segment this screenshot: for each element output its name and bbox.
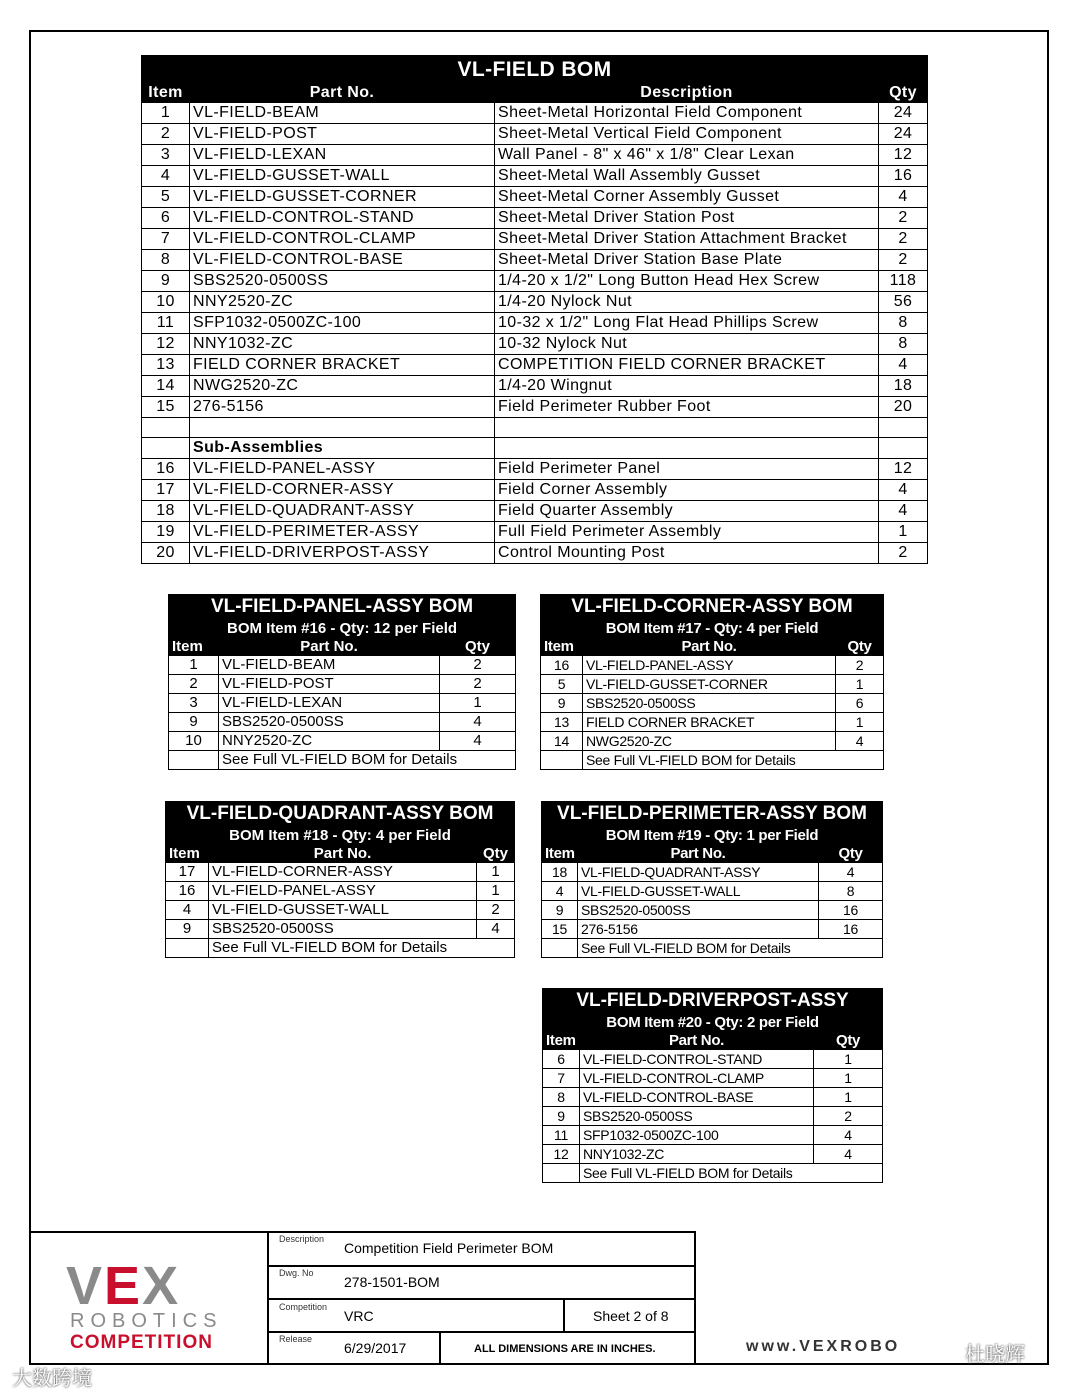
part-description: 1/4-20 x 1/2" Long Button Head Hex Screw bbox=[495, 271, 879, 292]
part-qty: 1 bbox=[477, 863, 515, 882]
description-value: Competition Field Perimeter BOM bbox=[344, 1240, 554, 1256]
part-description: Field Perimeter Rubber Foot bbox=[495, 397, 879, 418]
item-number: 1 bbox=[169, 656, 219, 675]
part-qty: 18 bbox=[879, 376, 928, 397]
item-number: 1 bbox=[142, 103, 190, 124]
part-qty: 1 bbox=[836, 675, 884, 694]
part-number: SBS2520-0500SS bbox=[190, 271, 495, 292]
table-row bbox=[142, 145, 928, 166]
table-row bbox=[542, 901, 883, 920]
part-number: FIELD CORNER BRACKET bbox=[583, 713, 836, 732]
part-qty: 2 bbox=[879, 543, 928, 564]
part-number: VL-FIELD-POST bbox=[190, 124, 495, 145]
vex-wordmark: VEX bbox=[66, 1256, 181, 1316]
bom-footer-note: See Full VL-FIELD BOM for Details bbox=[219, 751, 516, 770]
part-qty: 2 bbox=[879, 250, 928, 271]
part-qty: 2 bbox=[440, 675, 516, 694]
release-date: 6/29/2017 bbox=[344, 1340, 407, 1356]
table-row bbox=[142, 397, 928, 418]
col-header-item: Item bbox=[142, 83, 190, 103]
bom-subtitle: BOM Item #16 - Qty: 12 per Field bbox=[169, 619, 516, 638]
part-description: Sheet-Metal Horizontal Field Component bbox=[495, 103, 879, 124]
part-number: VL-FIELD-LEXAN bbox=[219, 694, 440, 713]
watermark-right: 杜晓辉 bbox=[965, 1344, 1025, 1366]
col-header-item: Item bbox=[166, 845, 209, 863]
part-number: SBS2520-0500SS bbox=[583, 694, 836, 713]
bom-subtitle: BOM Item #18 - Qty: 4 per Field bbox=[166, 826, 515, 845]
col-header-description: Description bbox=[495, 83, 879, 103]
part-number: VL-FIELD-GUSSET-WALL bbox=[209, 901, 477, 920]
part-number: VL-FIELD-CONTROL-CLAMP bbox=[190, 229, 495, 250]
part-qty: 16 bbox=[819, 920, 883, 939]
table-row bbox=[166, 882, 515, 901]
quadrant-assy-bom-table bbox=[165, 801, 515, 958]
table-row bbox=[541, 732, 884, 751]
part-description: 1/4-20 Nylock Nut bbox=[495, 292, 879, 313]
subassemblies-label: Sub-Assemblies bbox=[190, 438, 495, 459]
part-qty: 1 bbox=[814, 1069, 883, 1088]
part-number: NNY2520-ZC bbox=[219, 732, 440, 751]
part-number: VL-FIELD-CONTROL-CLAMP bbox=[580, 1069, 814, 1088]
part-number: VL-FIELD-CONTROL-BASE bbox=[580, 1088, 814, 1107]
part-qty: 2 bbox=[440, 656, 516, 675]
part-qty: 8 bbox=[819, 882, 883, 901]
part-number: VL-FIELD-BEAM bbox=[219, 656, 440, 675]
part-description: Full Field Perimeter Assembly bbox=[495, 522, 879, 543]
table-row bbox=[169, 732, 516, 751]
part-number: VL-FIELD-CORNER-ASSY bbox=[209, 863, 477, 882]
part-description: Sheet-Metal Wall Assembly Gusset bbox=[495, 166, 879, 187]
part-qty: 118 bbox=[879, 271, 928, 292]
part-number: VL-FIELD-CONTROL-BASE bbox=[190, 250, 495, 271]
bom-subtitle: BOM Item #17 - Qty: 4 per Field bbox=[541, 619, 884, 638]
part-qty: 1 bbox=[836, 713, 884, 732]
col-header-part: Part No. bbox=[583, 638, 836, 656]
table-row bbox=[142, 313, 928, 334]
dwg-no-label: Dwg. No bbox=[279, 1268, 314, 1278]
table-row bbox=[142, 124, 928, 145]
table-row bbox=[142, 208, 928, 229]
main-bom-table bbox=[141, 55, 928, 564]
part-number: SFP1032-0500ZC-100 bbox=[190, 313, 495, 334]
part-number: SBS2520-0500SS bbox=[580, 1107, 814, 1126]
part-qty: 1 bbox=[814, 1088, 883, 1107]
item-number: 2 bbox=[142, 124, 190, 145]
item-number: 3 bbox=[169, 694, 219, 713]
title-block-cell-line bbox=[563, 1298, 565, 1331]
part-qty: 2 bbox=[879, 208, 928, 229]
part-description: Wall Panel - 8" x 46" x 1/8" Clear Lexan bbox=[495, 145, 879, 166]
col-header-qty: Qty bbox=[440, 638, 516, 656]
bom-title: VL-FIELD-PANEL-ASSY BOM bbox=[169, 595, 516, 620]
part-number: 276-5156 bbox=[190, 397, 495, 418]
item-number: 18 bbox=[542, 863, 578, 882]
part-number: NWG2520-ZC bbox=[190, 376, 495, 397]
part-number: SBS2520-0500SS bbox=[219, 713, 440, 732]
part-qty: 4 bbox=[879, 187, 928, 208]
part-qty: 8 bbox=[879, 334, 928, 355]
main-bom-title: VL-FIELD BOM bbox=[142, 56, 928, 84]
title-block-row-line bbox=[267, 1298, 695, 1300]
col-header-part: Part No. bbox=[219, 638, 440, 656]
item-number: 8 bbox=[142, 250, 190, 271]
item-number: 11 bbox=[142, 313, 190, 334]
table-row bbox=[541, 713, 884, 732]
item-number: 6 bbox=[543, 1050, 580, 1069]
item-number: 19 bbox=[142, 522, 190, 543]
part-qty: 4 bbox=[836, 732, 884, 751]
item-number: 9 bbox=[166, 920, 209, 939]
part-number: VL-FIELD-DRIVERPOST-ASSY bbox=[190, 543, 495, 564]
col-header-item: Item bbox=[543, 1032, 580, 1050]
item-number: 15 bbox=[542, 920, 578, 939]
title-block-top-border bbox=[29, 1231, 695, 1233]
dimensions-note: ALL DIMENSIONS ARE IN INCHES. bbox=[474, 1343, 656, 1355]
table-row bbox=[169, 675, 516, 694]
table-row bbox=[542, 863, 883, 882]
col-header-qty: Qty bbox=[477, 845, 515, 863]
col-header-part: Part No. bbox=[580, 1032, 814, 1050]
col-header-part: Part No. bbox=[190, 83, 495, 103]
part-qty: 2 bbox=[879, 229, 928, 250]
item-number: 10 bbox=[142, 292, 190, 313]
bom-title: VL-FIELD-CORNER-ASSY BOM bbox=[541, 595, 884, 620]
title-block-row-line bbox=[267, 1331, 695, 1333]
table-row bbox=[166, 920, 515, 939]
part-description: Field Perimeter Panel bbox=[495, 459, 879, 480]
description-label: Description bbox=[279, 1234, 325, 1244]
col-header-qty: Qty bbox=[814, 1032, 883, 1050]
item-number: 17 bbox=[142, 480, 190, 501]
vex-robotics-competition-logo bbox=[66, 1256, 241, 1354]
part-number: VL-FIELD-POST bbox=[219, 675, 440, 694]
title-block-row-line bbox=[267, 1265, 695, 1267]
table-row bbox=[142, 166, 928, 187]
part-number: NNY2520-ZC bbox=[190, 292, 495, 313]
table-row bbox=[142, 292, 928, 313]
bom-subtitle: BOM Item #19 - Qty: 1 per Field bbox=[542, 826, 883, 845]
part-qty: 2 bbox=[814, 1107, 883, 1126]
part-qty: 4 bbox=[814, 1126, 883, 1145]
table-row bbox=[142, 501, 928, 522]
watermark-left: 大数跨境 bbox=[12, 1368, 92, 1390]
col-header-item: Item bbox=[542, 845, 578, 863]
table-row bbox=[542, 882, 883, 901]
item-number: 5 bbox=[142, 187, 190, 208]
part-number: VL-FIELD-GUSSET-CORNER bbox=[190, 187, 495, 208]
part-description: 10-32 x 1/2" Long Flat Head Phillips Screw bbox=[495, 313, 879, 334]
title-block-cell-line bbox=[439, 1331, 441, 1365]
website-url: www.VEXROBO bbox=[746, 1338, 901, 1355]
table-row bbox=[166, 863, 515, 882]
part-description: 1/4-20 Wingnut bbox=[495, 376, 879, 397]
part-qty: 4 bbox=[814, 1145, 883, 1164]
table-row bbox=[142, 271, 928, 292]
item-number: 7 bbox=[543, 1069, 580, 1088]
perimeter-assy-bom-table bbox=[541, 801, 883, 958]
part-number: SBS2520-0500SS bbox=[578, 901, 819, 920]
col-header-part: Part No. bbox=[209, 845, 477, 863]
part-number: VL-FIELD-CONTROL-STAND bbox=[190, 208, 495, 229]
part-number: VL-FIELD-GUSSET-WALL bbox=[578, 882, 819, 901]
col-header-item: Item bbox=[169, 638, 219, 656]
part-number: NWG2520-ZC bbox=[583, 732, 836, 751]
part-number: FIELD CORNER BRACKET bbox=[190, 355, 495, 376]
item-number: 8 bbox=[543, 1088, 580, 1107]
bom-footer-note: See Full VL-FIELD BOM for Details bbox=[580, 1164, 883, 1183]
item-number: 14 bbox=[142, 376, 190, 397]
driverpost-assy-bom-table bbox=[542, 988, 883, 1183]
part-qty: 4 bbox=[819, 863, 883, 882]
part-number: NNY1032-ZC bbox=[580, 1145, 814, 1164]
table-row bbox=[542, 920, 883, 939]
part-description: Sheet-Metal Vertical Field Component bbox=[495, 124, 879, 145]
part-qty: 1 bbox=[814, 1050, 883, 1069]
bom-footer-note: See Full VL-FIELD BOM for Details bbox=[578, 939, 883, 958]
part-qty: 4 bbox=[879, 480, 928, 501]
table-row bbox=[142, 543, 928, 564]
part-number: VL-FIELD-BEAM bbox=[190, 103, 495, 124]
part-number: VL-FIELD-PERIMETER-ASSY bbox=[190, 522, 495, 543]
item-number: 14 bbox=[541, 732, 583, 751]
part-description: Sheet-Metal Corner Assembly Gusset bbox=[495, 187, 879, 208]
item-number: 5 bbox=[541, 675, 583, 694]
table-row bbox=[142, 103, 928, 124]
part-number: NNY1032-ZC bbox=[190, 334, 495, 355]
part-qty: 4 bbox=[879, 355, 928, 376]
table-row bbox=[543, 1145, 883, 1164]
part-description: Field Corner Assembly bbox=[495, 480, 879, 501]
part-qty: 2 bbox=[477, 901, 515, 920]
release-label: Release bbox=[279, 1334, 313, 1344]
table-row bbox=[166, 901, 515, 920]
part-qty: 4 bbox=[440, 713, 516, 732]
table-row bbox=[541, 694, 884, 713]
part-number: 276-5156 bbox=[578, 920, 819, 939]
item-number: 13 bbox=[541, 713, 583, 732]
table-row bbox=[169, 694, 516, 713]
col-header-qty: Qty bbox=[819, 845, 883, 863]
robotics-text: ROBOTICS bbox=[70, 1310, 223, 1332]
col-header-item: Item bbox=[541, 638, 583, 656]
table-row bbox=[142, 187, 928, 208]
part-qty: 56 bbox=[879, 292, 928, 313]
part-qty: 12 bbox=[879, 145, 928, 166]
part-number: VL-FIELD-GUSSET-WALL bbox=[190, 166, 495, 187]
part-qty: 4 bbox=[477, 920, 515, 939]
bom-subtitle: BOM Item #20 - Qty: 2 per Field bbox=[543, 1013, 883, 1032]
table-row bbox=[543, 1107, 883, 1126]
table-row bbox=[142, 229, 928, 250]
item-number: 9 bbox=[169, 713, 219, 732]
bom-footer-note: See Full VL-FIELD BOM for Details bbox=[209, 939, 515, 958]
part-description: COMPETITION FIELD CORNER BRACKET bbox=[495, 355, 879, 376]
bom-title: VL-FIELD-PERIMETER-ASSY BOM bbox=[542, 802, 883, 827]
item-number: 6 bbox=[142, 208, 190, 229]
item-number: 7 bbox=[142, 229, 190, 250]
part-number: SBS2520-0500SS bbox=[209, 920, 477, 939]
item-number: 4 bbox=[542, 882, 578, 901]
competition-value: VRC bbox=[344, 1308, 374, 1324]
corner-assy-bom-table bbox=[540, 594, 884, 770]
part-description: Sheet-Metal Driver Station Attachment Bracket bbox=[495, 229, 879, 250]
item-number: 2 bbox=[169, 675, 219, 694]
part-number: VL-FIELD-CORNER-ASSY bbox=[190, 480, 495, 501]
bom-title: VL-FIELD-QUADRANT-ASSY BOM bbox=[166, 802, 515, 827]
table-row bbox=[142, 459, 928, 480]
part-description: 10-32 Nylock Nut bbox=[495, 334, 879, 355]
table-row bbox=[142, 522, 928, 543]
item-number: 13 bbox=[142, 355, 190, 376]
part-qty: 20 bbox=[879, 397, 928, 418]
part-number: VL-FIELD-PANEL-ASSY bbox=[190, 459, 495, 480]
table-row bbox=[543, 1069, 883, 1088]
part-qty: 24 bbox=[879, 103, 928, 124]
col-header-qty: Qty bbox=[836, 638, 884, 656]
part-number: VL-FIELD-PANEL-ASSY bbox=[583, 656, 836, 675]
table-row bbox=[543, 1088, 883, 1107]
item-number: 16 bbox=[166, 882, 209, 901]
part-qty: 8 bbox=[879, 313, 928, 334]
item-number: 12 bbox=[142, 334, 190, 355]
table-row bbox=[169, 656, 516, 675]
part-number: VL-FIELD-QUADRANT-ASSY bbox=[578, 863, 819, 882]
part-qty: 16 bbox=[879, 166, 928, 187]
item-number: 9 bbox=[542, 901, 578, 920]
panel-assy-bom-table bbox=[168, 594, 516, 770]
part-description: Control Mounting Post bbox=[495, 543, 879, 564]
part-number: VL-FIELD-LEXAN bbox=[190, 145, 495, 166]
part-qty: 6 bbox=[836, 694, 884, 713]
part-qty: 1 bbox=[477, 882, 515, 901]
part-qty: 2 bbox=[836, 656, 884, 675]
item-number: 15 bbox=[142, 397, 190, 418]
part-number: VL-FIELD-QUADRANT-ASSY bbox=[190, 501, 495, 522]
part-description: Sheet-Metal Driver Station Base Plate bbox=[495, 250, 879, 271]
part-qty: 12 bbox=[879, 459, 928, 480]
part-number: VL-FIELD-CONTROL-STAND bbox=[580, 1050, 814, 1069]
part-qty: 4 bbox=[440, 732, 516, 751]
table-row bbox=[142, 355, 928, 376]
table-row bbox=[142, 250, 928, 271]
bom-title: VL-FIELD-DRIVERPOST-ASSY bbox=[543, 989, 883, 1014]
item-number: 3 bbox=[142, 145, 190, 166]
part-description: Field Quarter Assembly bbox=[495, 501, 879, 522]
part-description: Sheet-Metal Driver Station Post bbox=[495, 208, 879, 229]
part-number: VL-FIELD-PANEL-ASSY bbox=[209, 882, 477, 901]
item-number: 11 bbox=[543, 1126, 580, 1145]
part-qty: 1 bbox=[879, 522, 928, 543]
dwg-no-value: 278-1501-BOM bbox=[344, 1274, 440, 1290]
table-row bbox=[169, 713, 516, 732]
table-row bbox=[541, 656, 884, 675]
table-row bbox=[142, 480, 928, 501]
col-header-qty: Qty bbox=[879, 83, 928, 103]
item-number: 16 bbox=[142, 459, 190, 480]
item-number: 9 bbox=[543, 1107, 580, 1126]
item-number: 16 bbox=[541, 656, 583, 675]
item-number: 4 bbox=[166, 901, 209, 920]
part-qty: 4 bbox=[879, 501, 928, 522]
part-qty: 1 bbox=[440, 694, 516, 713]
sheet-number: Sheet 2 of 8 bbox=[593, 1308, 669, 1324]
competition-label: Competition bbox=[279, 1302, 328, 1312]
table-row bbox=[543, 1126, 883, 1145]
item-number: 18 bbox=[142, 501, 190, 522]
table-row bbox=[142, 376, 928, 397]
table-row bbox=[543, 1050, 883, 1069]
part-number: SFP1032-0500ZC-100 bbox=[580, 1126, 814, 1145]
bom-footer-note: See Full VL-FIELD BOM for Details bbox=[583, 751, 884, 770]
item-number: 12 bbox=[543, 1145, 580, 1164]
item-number: 10 bbox=[169, 732, 219, 751]
item-number: 9 bbox=[142, 271, 190, 292]
part-number: VL-FIELD-GUSSET-CORNER bbox=[583, 675, 836, 694]
table-row bbox=[541, 675, 884, 694]
item-number: 20 bbox=[142, 543, 190, 564]
part-qty: 24 bbox=[879, 124, 928, 145]
part-qty: 16 bbox=[819, 901, 883, 920]
item-number: 17 bbox=[166, 863, 209, 882]
item-number: 4 bbox=[142, 166, 190, 187]
table-row bbox=[142, 334, 928, 355]
col-header-part: Part No. bbox=[578, 845, 819, 863]
competition-text: COMPETITION bbox=[70, 1332, 213, 1353]
item-number: 9 bbox=[541, 694, 583, 713]
